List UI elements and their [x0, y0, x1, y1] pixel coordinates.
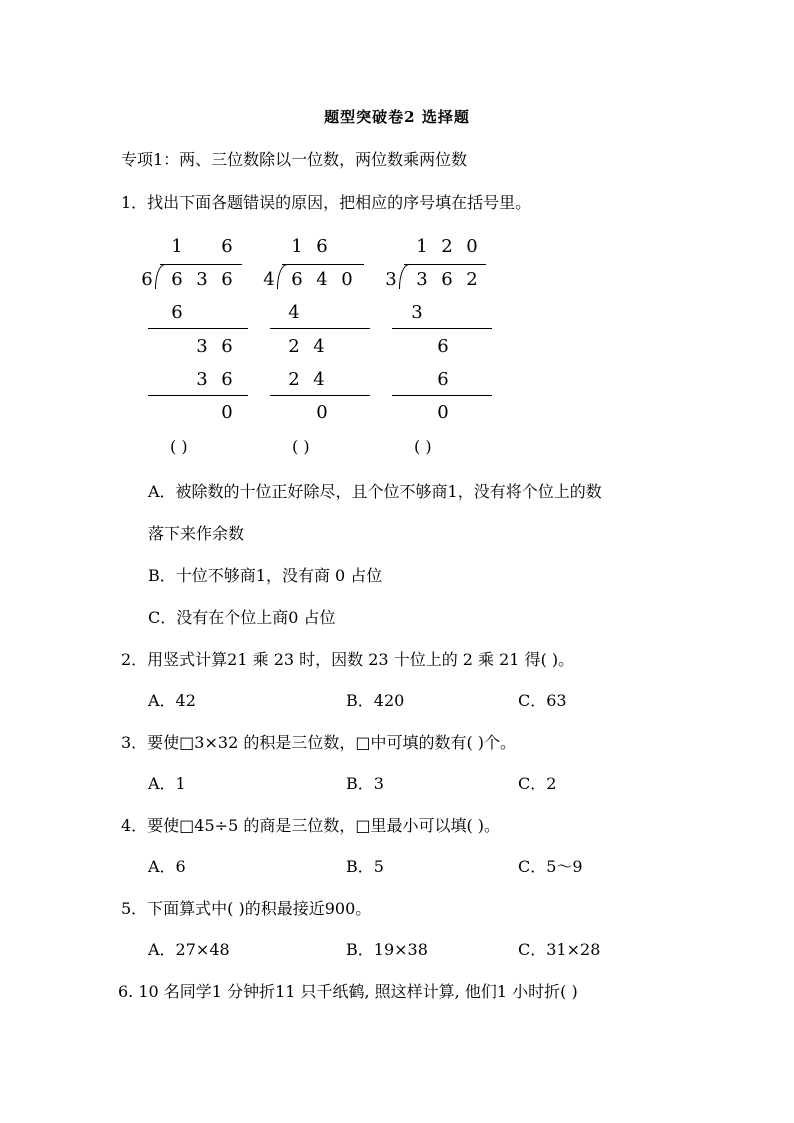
- question-5-stem: 5．下面算式中( )的积最接近900。: [121, 899, 372, 918]
- step-line: [392, 328, 492, 329]
- dividend-digit: 3: [416, 269, 428, 290]
- step-digit: 3: [196, 369, 208, 390]
- step-line: [148, 395, 248, 396]
- option-c: C．没有在个位上商0 占位: [148, 608, 336, 627]
- dividend-digit: 6: [171, 269, 183, 290]
- dividend-digit: 4: [316, 269, 328, 290]
- step-line: [148, 328, 248, 329]
- q5-option-b[interactable]: B．19×38: [346, 940, 428, 959]
- q5-option-a[interactable]: A．27×48: [148, 940, 230, 959]
- step-digit: 6: [437, 336, 449, 357]
- dividend-digit: 3: [196, 269, 208, 290]
- dividend-digit: 2: [466, 269, 478, 290]
- step-digit: 6: [221, 336, 233, 357]
- q3-option-c[interactable]: C．2: [518, 774, 557, 793]
- step-digit: 6: [437, 369, 449, 390]
- step-digit: 4: [313, 369, 325, 390]
- q4-option-c[interactable]: C．5～9: [518, 857, 583, 876]
- q3-option-a[interactable]: A．1: [148, 774, 186, 793]
- step-digit: 6: [221, 369, 233, 390]
- q3-option-b[interactable]: B．3: [346, 774, 384, 793]
- section-heading: 专项1：两、三位数除以一位数，两位数乘两位数: [121, 150, 468, 169]
- remainder-digit: 0: [221, 402, 233, 423]
- divisor: 4: [263, 269, 275, 290]
- quotient-digit: 2: [441, 236, 453, 257]
- q4-option-b[interactable]: B．5: [346, 857, 384, 876]
- quotient-digit: 1: [416, 236, 428, 257]
- dividend-digit: 6: [291, 269, 303, 290]
- division-bar: [282, 264, 364, 265]
- page-title: 题型突破卷2 选择题: [324, 108, 470, 126]
- quotient-digit: 1: [171, 236, 183, 257]
- step-digit: 3: [411, 302, 423, 323]
- q2-option-b[interactable]: B．420: [346, 691, 405, 710]
- remainder-digit: 0: [437, 402, 449, 423]
- step-line: [392, 395, 492, 396]
- answer-blank[interactable]: ( ): [414, 437, 432, 456]
- answer-blank[interactable]: ( ): [170, 437, 188, 456]
- quotient-digit: 0: [466, 236, 478, 257]
- step-digit: 4: [288, 302, 300, 323]
- q5-option-c[interactable]: C．31×28: [518, 940, 601, 959]
- option-b: B．十位不够商1，没有商 0 占位: [148, 566, 383, 585]
- quotient-digit: 1: [291, 236, 303, 257]
- question-6-stem: 6. 10 名同学1 分钟折11 只千纸鹤, 照这样计算, 他们1 小时折( ): [118, 982, 578, 1001]
- step-digit: 4: [313, 336, 325, 357]
- question-3-stem: 3．要使□3×32 的积是三位数，□中可填的数有( )个。: [121, 733, 517, 752]
- step-digit: 3: [196, 336, 208, 357]
- question-2-stem: 2．用竖式计算21 乘 23 时，因数 23 十位上的 2 乘 21 得( )。: [121, 650, 575, 669]
- quotient-digit: 6: [316, 236, 328, 257]
- quotient-digit: 6: [221, 236, 233, 257]
- step-line: [270, 328, 370, 329]
- step-line: [270, 395, 370, 396]
- dividend-digit: 6: [441, 269, 453, 290]
- division-bar: [404, 264, 486, 265]
- step-digit: 2: [288, 336, 300, 357]
- dividend-digit: 0: [341, 269, 353, 290]
- q4-option-a[interactable]: A．6: [148, 857, 186, 876]
- question-4-stem: 4．要使□45÷5 的商是三位数，□里最小可以填( )。: [121, 816, 501, 835]
- dividend-digit: 6: [221, 269, 233, 290]
- option-a-line2: 落下来作余数: [148, 524, 245, 543]
- divisor: 6: [141, 269, 153, 290]
- q2-option-a[interactable]: A．42: [148, 691, 196, 710]
- option-a-line1: A．被除数的十位正好除尽，且个位不够商1，没有将个位上的数: [148, 482, 602, 501]
- remainder-digit: 0: [316, 402, 328, 423]
- division-bracket: [155, 264, 166, 289]
- division-bar: [160, 264, 242, 265]
- division-bracket: [399, 264, 410, 289]
- step-digit: 6: [171, 302, 183, 323]
- q2-option-c[interactable]: C．63: [518, 691, 567, 710]
- step-digit: 2: [288, 369, 300, 390]
- question-1-stem: 1．找出下面各题错误的原因，把相应的序号填在括号里。: [121, 193, 532, 212]
- answer-blank[interactable]: ( ): [292, 437, 310, 456]
- divisor: 3: [385, 269, 397, 290]
